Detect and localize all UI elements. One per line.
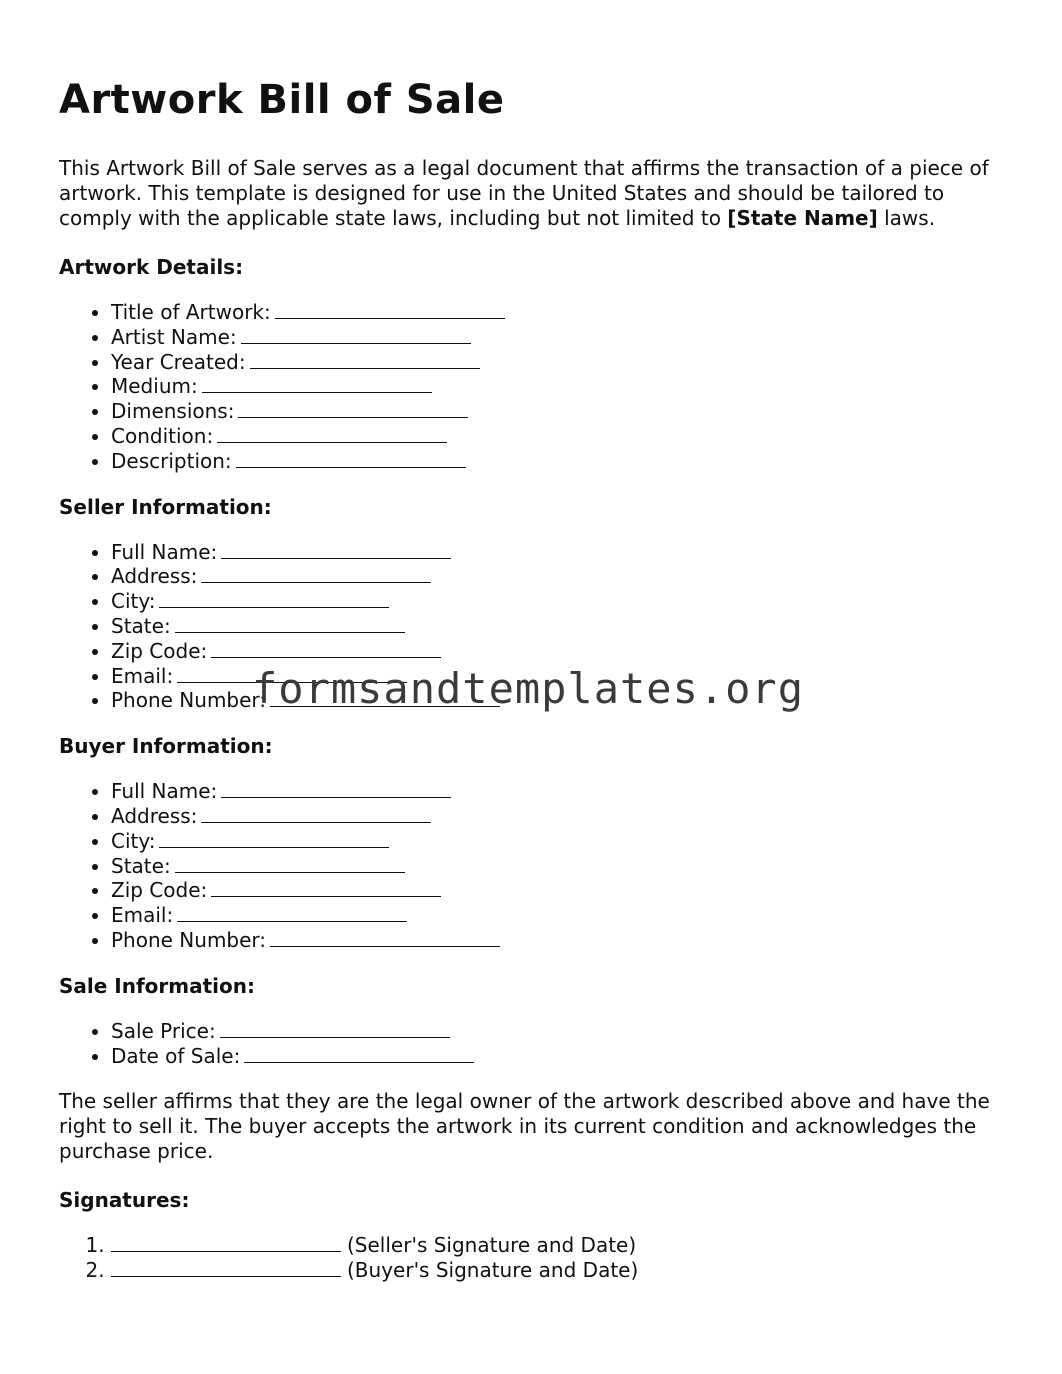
buyer-state-blank[interactable] — [175, 854, 405, 873]
intro-text-before: This Artwork Bill of Sale serves as a legal document that affirms the transaction of a piece of artwork. This template is designed for use in the United States and should be tailored to comply with the applicable state laws, including but not limited to — [59, 156, 989, 230]
list-item — [111, 350, 1009, 375]
field-label: Year Created: — [111, 349, 246, 374]
signatures-heading: Signatures: — [59, 1188, 190, 1213]
field-label: City: — [111, 828, 156, 853]
list-item — [111, 614, 1009, 639]
list-item — [111, 1233, 1009, 1258]
buyer-information-heading: Buyer Information: — [59, 734, 273, 759]
list-item — [111, 424, 1009, 449]
buyer-phone-number-blank[interactable] — [270, 928, 500, 947]
list-item — [111, 639, 1009, 664]
artwork-details-heading: Artwork Details: — [59, 255, 244, 279]
date-of-sale-blank[interactable] — [244, 1044, 474, 1063]
artwork-details-list — [59, 300, 1009, 474]
field-label: Artist Name: — [111, 324, 237, 349]
seller-signature-blank[interactable] — [111, 1233, 341, 1252]
field-label: Full Name: — [111, 539, 218, 564]
document-title: Artwork Bill of Sale — [59, 77, 505, 123]
field-label: Dimensions: — [111, 399, 235, 424]
condition-blank[interactable] — [217, 424, 447, 443]
field-label: State: — [111, 853, 171, 878]
buyer-zip-code-blank[interactable] — [211, 878, 441, 897]
intro-paragraph — [59, 156, 1009, 231]
list-item — [111, 804, 1009, 829]
list-item — [111, 878, 1009, 903]
field-label: Phone Number: — [111, 927, 267, 952]
signature-caption: (Buyer's Signature and Date) — [347, 1258, 639, 1283]
sale-information-heading: Sale Information: — [59, 973, 255, 998]
buyer-address-blank[interactable] — [201, 804, 431, 823]
intro-text-after: laws. — [877, 206, 936, 230]
list-item — [111, 903, 1009, 928]
state-name-placeholder: [State Name] — [727, 206, 878, 230]
field-label: Medium: — [111, 374, 198, 399]
seller-city-blank[interactable] — [159, 589, 389, 608]
field-label: Sale Price: — [111, 1018, 216, 1043]
field-label: Email: — [111, 663, 174, 688]
title-of-artwork-blank[interactable] — [275, 300, 505, 319]
list-item — [111, 1258, 1009, 1283]
field-label: Email: — [111, 903, 174, 928]
field-label: Phone Number: — [111, 688, 267, 713]
list-item — [111, 399, 1009, 424]
year-created-blank[interactable] — [250, 350, 480, 369]
seller-state-blank[interactable] — [175, 614, 405, 633]
field-label: Condition: — [111, 423, 214, 448]
sale-information-list — [59, 1019, 1009, 1069]
buyer-information-list — [59, 779, 1009, 953]
list-item — [111, 300, 1009, 325]
seller-zip-code-blank[interactable] — [211, 639, 441, 658]
list-item — [111, 1044, 1009, 1069]
sale-price-blank[interactable] — [220, 1019, 450, 1038]
buyer-city-blank[interactable] — [159, 829, 389, 848]
list-item — [111, 928, 1009, 953]
list-item — [111, 374, 1009, 399]
list-item — [111, 779, 1009, 804]
list-item — [111, 1019, 1009, 1044]
field-label: Title of Artwork: — [111, 300, 271, 324]
seller-full-name-blank[interactable] — [221, 540, 451, 559]
signature-caption: (Seller's Signature and Date) — [347, 1233, 637, 1258]
field-label: Zip Code: — [111, 878, 208, 903]
list-item — [111, 325, 1009, 350]
description-blank[interactable] — [236, 449, 466, 468]
list-item — [111, 540, 1009, 565]
buyer-signature-blank[interactable] — [111, 1258, 341, 1277]
field-label: Description: — [111, 448, 232, 473]
seller-address-blank[interactable] — [201, 564, 431, 583]
buyer-email-blank[interactable] — [177, 903, 407, 922]
field-label: City: — [111, 589, 156, 614]
field-label: State: — [111, 613, 171, 638]
field-label: Address: — [111, 803, 198, 828]
dimensions-blank[interactable] — [238, 399, 468, 418]
seller-information-heading: Seller Information: — [59, 494, 272, 519]
field-label: Date of Sale: — [111, 1043, 241, 1068]
field-label: Full Name: — [111, 779, 218, 804]
field-label: Zip Code: — [111, 638, 208, 663]
list-item — [111, 449, 1009, 474]
signatures-list — [59, 1233, 1009, 1283]
list-item — [111, 854, 1009, 879]
watermark-text: formsandtemplates.org — [252, 664, 805, 713]
affirmation-paragraph: The seller affirms that they are the legal owner of the artwork described above and have the right to sell it. The buyer accepts the artwork in its current condition and acknowledges the purchase price. — [59, 1089, 990, 1164]
list-item — [111, 564, 1009, 589]
buyer-full-name-blank[interactable] — [221, 779, 451, 798]
list-item — [111, 829, 1009, 854]
medium-blank[interactable] — [202, 374, 432, 393]
field-label: Address: — [111, 564, 198, 589]
list-item — [111, 589, 1009, 614]
artist-name-blank[interactable] — [241, 325, 471, 344]
